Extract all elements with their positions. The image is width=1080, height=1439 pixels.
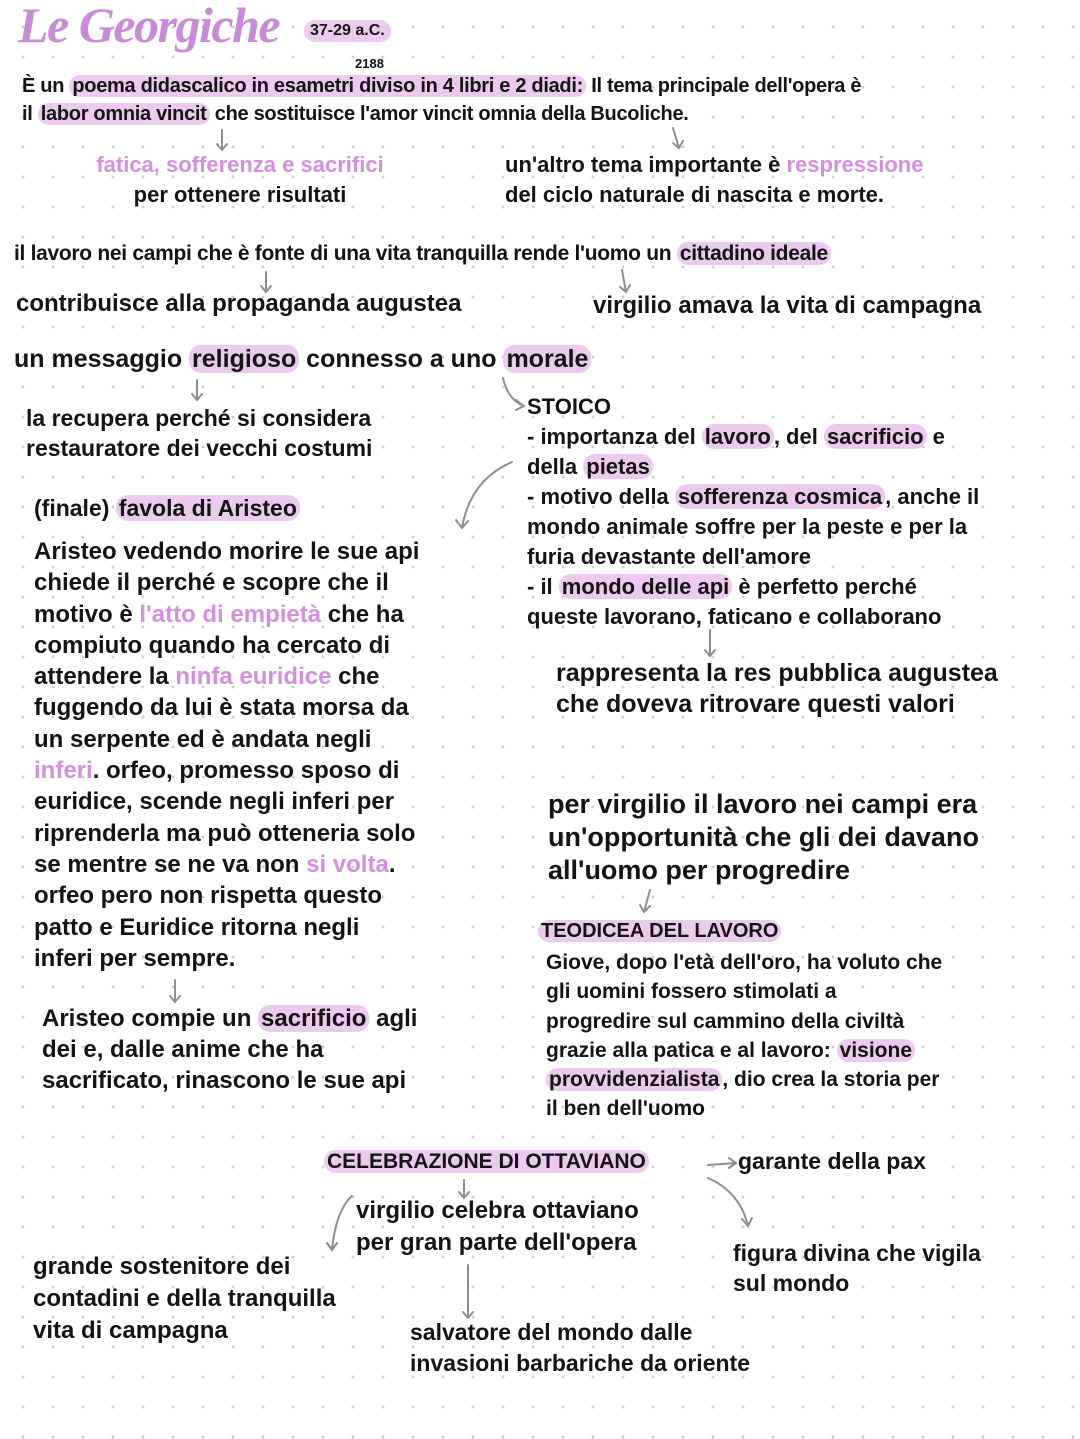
text: grande sostenitore dei [33,1253,291,1280]
arrow-icon [708,1158,736,1168]
text: Il tema principale dell'opera è [585,75,862,97]
text: motivo è [34,600,140,628]
pink-text: si volta [306,850,389,878]
text: invasioni barbariche da oriente [410,1350,750,1376]
arrow-icon [705,630,715,656]
pink-text: ninfa euridice [175,663,332,691]
arrow-icon [170,980,180,1002]
pink-text: respressione [786,152,924,177]
note-line [34,943,419,974]
note-line [527,392,979,422]
text: , anche il [885,484,980,509]
note-line [527,602,979,632]
note-line [22,72,861,100]
note-line [527,512,979,542]
text: e [926,424,945,449]
note-block-messaggio [14,345,591,374]
note-block-finale [34,495,300,522]
note-line [33,1251,336,1283]
text: STOICO [527,394,611,419]
note-block-campagna [593,292,981,320]
note-line [34,536,419,567]
note-block-compie [42,1003,417,1096]
note-line [42,1065,417,1096]
text: della [527,454,584,479]
note-line [410,1348,750,1379]
note-line [527,572,979,602]
note-line [33,1315,336,1347]
note-line [546,1007,942,1036]
note-line [34,724,419,755]
text: un serpente ed è andata negli [34,725,372,753]
note-line [733,1268,981,1298]
text: inferi per sempre. [34,944,236,972]
note-line [34,912,419,943]
text: È un [22,75,70,97]
note-line [34,599,419,630]
note-line [26,433,372,463]
highlighted-text: religioso [189,345,299,373]
highlighted-text: sacrificio [258,1005,369,1032]
note-block-teo-h [538,920,781,943]
note-block-pax [738,1148,926,1175]
note-line [34,567,419,598]
note-line [324,1150,649,1174]
text: restauratore dei vecchi costumi [26,435,373,461]
note-line [42,1003,417,1034]
highlighted-text: favola di Aristeo [116,495,300,521]
highlighted-text: pietas [583,454,653,479]
text: connesso a uno [299,345,504,373]
pink-text: fatica, sofferenza e sacrifici [96,152,384,177]
text: sul mondo [733,1270,850,1296]
text: garante della pax [738,1148,926,1174]
text: per virgilio il lavoro nei campi era [548,789,978,819]
text: patto e Euridice ritorna negli [34,913,360,941]
note-line [548,788,979,821]
highlighted-text: provvidenzialista [546,1068,722,1091]
highlighted-text: morale [503,345,591,373]
note-block-propag [16,290,461,318]
note-line [34,630,419,661]
note-block-lavoro [14,242,831,266]
text: all'uomo per progredire [548,855,850,885]
text: attendere la [34,663,176,691]
text: che sostituisce l'amor vincit omnia della Bucoliche. [209,103,689,125]
page-title: Le Georgiche [18,0,280,53]
highlighted-text: sofferenza cosmica [675,484,885,509]
text: Aristeo compie un [42,1005,259,1032]
text: un'opportunità che gli dei davano [548,822,979,852]
note-line [34,786,419,817]
highlighted-text: visione [837,1039,915,1062]
text: per ottenere risultati [133,182,347,207]
note-line [527,452,979,482]
text: virgilio celebra ottaviano [356,1197,639,1224]
arrow-icon [673,128,683,148]
text: che doveva ritrovare questi valori [556,690,955,718]
text: che [331,663,380,691]
text: . [388,850,396,878]
note-block-aristeo [34,536,419,974]
text: sacrificato, rinascono le sue api [42,1067,407,1094]
text: un'altro tema importante è [505,152,787,177]
text: la recupera perché si considera [26,405,372,431]
text: furia devastante dell'amore [527,544,812,569]
note-block-fatica [40,150,440,210]
note-line [538,920,781,943]
text: agli [369,1005,418,1032]
note-line [34,755,419,786]
note-block-salv [410,1317,750,1379]
note-line [34,495,300,522]
date-badge: 37-29 a.C. [304,20,391,42]
text: del ciclo naturale di nascita e morte. [505,182,885,207]
text: riprenderla ma può otteneria solo [34,819,416,847]
note-line [546,948,942,977]
note-line [356,1195,639,1227]
note-block-grande [33,1251,336,1347]
note-line [16,290,461,318]
note-line [546,1036,942,1065]
highlighted-text: CELEBRAZIONE DI OTTAVIANO [324,1150,649,1173]
note-line [733,1238,981,1268]
note-line [546,1065,942,1094]
note-line [40,180,440,210]
text: gli uomini fossero stimolati a [546,980,837,1004]
text: Aristeo vedendo morire le sue api [34,538,420,565]
highlighted-text: labor omnia vincit [38,103,210,125]
text: , del [773,424,824,449]
arrow-icon [640,890,650,912]
note-block-vcel [356,1195,639,1259]
arrow-icon [708,1178,752,1226]
highlighted-text: cittadino ideale [677,242,831,265]
note-block-res [556,658,998,720]
note-block-repr [505,150,923,210]
note-line [548,854,979,887]
note-line [22,100,861,128]
highlighted-text: lavoro [702,424,774,449]
text: - il [527,574,559,599]
text: Giove, dopo l'età dell'oro, ha voluto che [546,951,943,974]
text: fuggendo da lui è stata morsa da [34,694,409,722]
note-block-stoico [527,392,979,632]
note-line [14,345,591,374]
arrow-icon [463,1265,473,1318]
text: mondo animale soffre per la peste e per la [527,514,968,539]
note-line [546,977,942,1006]
note-line [34,661,419,692]
note-line [556,689,998,720]
text: rappresenta la res pubblica augustea [556,659,998,687]
note-line [34,818,419,849]
text: figura divina che vigila [733,1240,981,1266]
pink-text: inferi [34,757,93,785]
note-line [410,1317,750,1348]
note-line [527,482,979,512]
note-line [548,821,979,854]
text: euridice, scende negli inferi per [34,788,395,816]
text: salvatore del mondo dalle [410,1319,693,1345]
note-block-intro [22,72,861,128]
highlighted-text: poema didascalico in esametri diviso in 4 libri e 2 diadi: [69,75,586,97]
note-line [40,150,440,180]
text: vita di campagna [33,1317,228,1344]
text: che ha [321,600,404,628]
note-line [527,542,979,572]
note-block-teo [546,948,942,1124]
note-block-figura [733,1238,981,1298]
text: chiede il perché e scopre che il [34,569,389,597]
note-line [34,880,419,911]
text: (finale) [34,495,116,521]
page-number: 2188 [355,56,384,71]
highlighted-text: mondo delle api [559,574,732,599]
arrow-icon [456,462,512,528]
text: - motivo della [527,484,675,509]
pink-text: l'atto di empietà [139,600,322,628]
text: queste lavorano, faticano e collaborano [527,604,942,629]
highlighted-text: TEODICEA DEL LAVORO [538,920,781,942]
note-line [42,1034,417,1065]
note-line [14,242,831,266]
note-line [527,422,979,452]
note-line [505,180,923,210]
text: il [22,103,38,125]
arrow-icon [261,272,271,292]
text: per gran parte dell'opera [356,1229,637,1256]
text: orfeo pero non rispetta questo [34,882,383,910]
text: compiuto quando ha cercato di [34,631,391,659]
text: - importanza del [527,424,702,449]
text: contadini e della tranquilla [33,1285,336,1312]
arrow-icon [327,1196,352,1250]
text: il ben dell'uomo [546,1097,705,1121]
note-line [356,1227,639,1259]
note-line [34,692,419,723]
highlighted-text: sacrificio [824,424,927,449]
note-line [556,658,998,689]
text: è perfetto perché [732,574,917,599]
note-line [34,849,419,880]
note-line [26,403,372,433]
note-line [505,150,923,180]
note-block-pervirg [548,788,979,887]
arrow-icon [217,130,227,150]
text: se mentre se ne va non [34,850,307,878]
note-line [593,292,981,320]
text: grazie alla patica e al lavoro: [546,1038,837,1062]
text: progredire sul cammino della civiltà [546,1009,905,1033]
note-line [738,1148,926,1175]
text: . orfeo, promesso sposo di [92,757,400,785]
arrow-icon [192,380,202,400]
note-block-recupera [26,403,372,463]
note-line [546,1094,942,1123]
text: il lavoro nei campi che è fonte di una vita tranquilla rende l'uomo un [14,242,677,265]
text: virgilio amava la vita di campagna [593,292,982,319]
note-line [33,1283,336,1315]
arrow-icon [620,270,630,292]
text: un messaggio [14,345,190,373]
arrow-icon [503,378,524,410]
text: , dio crea la storia per [722,1068,940,1092]
text: dei e, dalle anime che ha [42,1036,324,1063]
text: contribuisce alla propaganda augustea [16,290,462,317]
note-block-celeb [324,1150,649,1174]
